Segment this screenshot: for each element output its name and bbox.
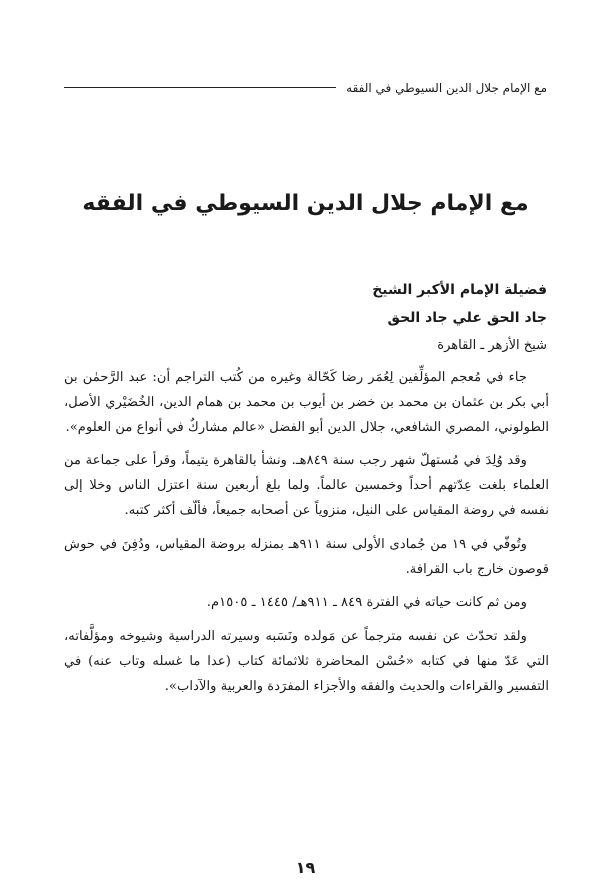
paragraph: ولقد تحدّث عن نفسه مترجماً عن مَولده ونَسَبه وسيرته الدراسية وشيوخه ومؤلَّفاته، التي عَدّ منها في كتابه «حُسْن المحاضرة ثلاثمائة كتاب (عدا ما غسله وتاب عنه) في التفسير والقراءات والحديث والفقه والأجزاء المفرَدة والعربية والآداب». <box>64 629 549 694</box>
paragraph: وقد وُلِدَ في مُستهلّ شهر رجب سنة ٨٤٩هـ. ونشأ بالقاهرة يتيماً، وقرأ على جماعة من العلماء بلغت عِدّتهم أحداً وخمسين عالماً. ولما بلغ أربعين سنة اعتزل الناس وخلا إلى نفسه في روضة المقياس على النيل، منزوياً عن أصحابه جميعاً، فألّف أكثر كتبه. <box>64 453 549 518</box>
header-rule <box>64 87 336 88</box>
running-header-title: مع الإمام جلال الدين السيوطي في الفقه <box>346 81 547 95</box>
paragraph: وتُوفّي في ١٩ من جُمادى الأولى سنة ٩١١هـ بمنزله بروضة المقياس، ودُفِنَ في حوش قوصون خارج باب القرافة. <box>64 536 549 577</box>
running-header <box>64 64 547 94</box>
body-text <box>64 366 549 709</box>
author-name: جاد الحق علي جاد الحق <box>387 310 547 326</box>
author-affiliation: شيخ الأزهر ـ القاهرة <box>437 338 547 353</box>
author-honorific: فضيلة الإمام الأكبر الشيخ <box>372 282 547 298</box>
paragraph: ومن ثم كانت حياته في الفترة ٨٤٩ ـ ٩١١هـ/ ١٤٤٥ ـ ١٥٠٥م. <box>206 595 527 611</box>
paragraph: جاء في مُعجم المؤلِّفين لِعُمَر رضا كَحّالة وغيره من كُتب التراجم أن: عبد الرَّحمٰن بن أبي بكر بن عثمان بن محمد بن خضر بن أيوب بن محمد بن همام الدين، الخُضَيْري الأصل، الطولوني، المصري الشافعي، جلال الدين أبو الفضل «عالم مشاركٌ في أنواع من العلوم». <box>64 370 549 435</box>
chapter-title: مع الإمام جلال الدين السيوطي في الفقه <box>82 190 529 216</box>
page-number: ١٩ <box>295 858 316 877</box>
author-block <box>247 276 547 360</box>
